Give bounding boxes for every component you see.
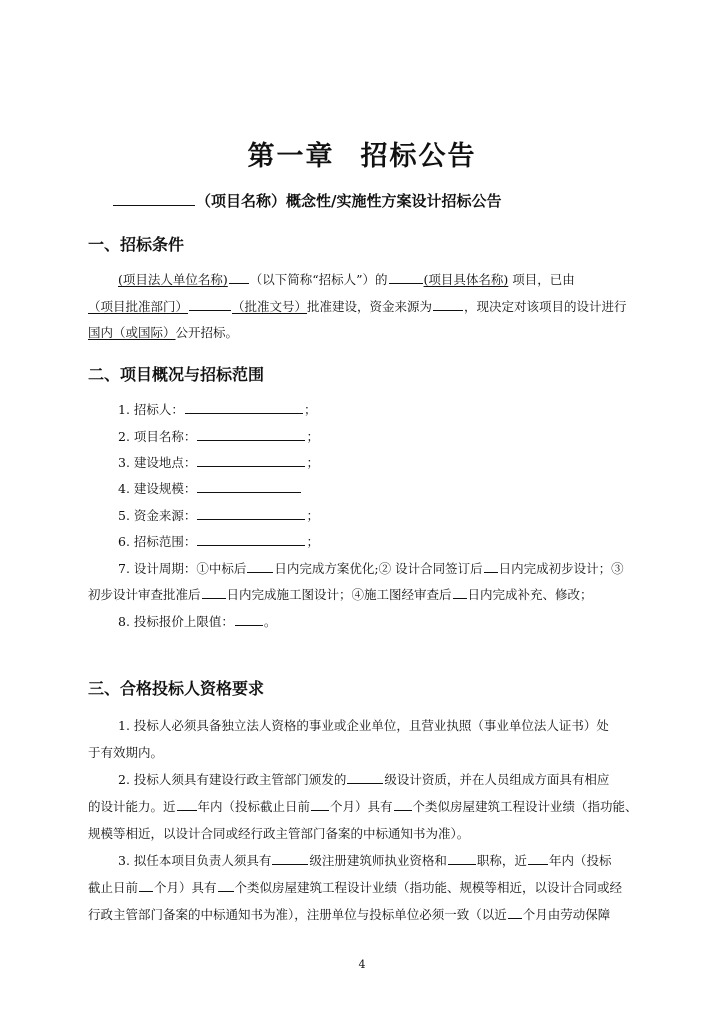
s1-line-3 — [88, 323, 238, 341]
approval-dept-placeholder: （项目批准部门） — [88, 299, 189, 314]
text: 2. 投标人须具有建设行政主管部门颁发的 — [118, 772, 347, 787]
text: 级注册建筑师执业资格和 — [309, 853, 447, 868]
text: 建设地点： — [133, 455, 197, 470]
approval-number-placeholder: （批准文号） — [232, 299, 308, 314]
project-name-blank — [113, 193, 195, 206]
s3-p3-line-2 — [88, 878, 622, 896]
text: ； — [306, 455, 319, 470]
chapter-title — [0, 134, 724, 173]
text: 。 — [263, 614, 277, 629]
text: ，现决定对该项目的设计进行 — [464, 299, 627, 314]
blank — [197, 454, 305, 467]
s2-item-8 — [118, 612, 276, 630]
text: 日内完成施工图设计；④施工图经审查后 — [226, 587, 452, 602]
blank — [197, 533, 305, 546]
s2-item-4 — [118, 479, 302, 497]
blank — [197, 480, 301, 493]
text: 个月）具有 — [154, 880, 217, 895]
page-number: 4 — [358, 958, 366, 971]
project-name-placeholder: (项目具体名称) — [423, 272, 509, 287]
blank — [528, 852, 548, 865]
subtitle-text: （项目名称）概念性/实施性方案设计招标公告 — [196, 192, 502, 210]
s3-p2-line-1 — [118, 770, 609, 788]
blank — [202, 586, 226, 599]
s3-p1-line-2: 于有效期内。 — [88, 745, 164, 760]
text: 项目名称： — [133, 429, 197, 444]
text: 个类似房屋建筑工程设计业绩（指功能、 — [412, 799, 638, 814]
s2-item-6 — [118, 532, 319, 550]
text: 6. — [118, 534, 130, 549]
s2-item-3 — [118, 453, 319, 471]
text: 1. — [118, 402, 130, 417]
blank — [247, 560, 273, 573]
text: 日内完成方案优化;② 设计合同签订后 — [274, 561, 483, 576]
blank — [484, 560, 498, 573]
text: 资金来源： — [133, 508, 197, 523]
chapter-name: 招标公告 — [360, 141, 477, 172]
text: 7. 设计周期：①中标后 — [118, 561, 247, 576]
text: 8. 投标报价上限值： — [118, 614, 234, 629]
blank — [394, 798, 412, 811]
text: ； — [306, 534, 319, 549]
s1-line-2 — [88, 297, 627, 315]
text: 个月由劳动保障 — [522, 907, 611, 922]
blank — [189, 298, 231, 311]
text: 4. — [118, 481, 130, 496]
text: 年内（投标 — [548, 853, 612, 868]
text: 5. — [118, 508, 130, 523]
blank — [197, 428, 305, 441]
text: ； — [306, 429, 319, 444]
s3-p2-line-3: 规模等相近，以设计合同或经行政主管部门备案的中标通知书为准）。 — [88, 826, 470, 841]
blank — [197, 507, 305, 520]
blank — [185, 401, 303, 414]
chapter-number: 第一章 — [247, 141, 335, 172]
s2-item-5 — [118, 506, 319, 524]
s2-item-2 — [118, 427, 319, 445]
text: 3. 拟任本项目负责人须具有 — [118, 853, 272, 868]
s3-p2-line-2 — [88, 797, 638, 815]
blank — [177, 798, 197, 811]
s2-item-7-line-1 — [118, 559, 624, 577]
blank — [229, 271, 249, 284]
text: 招标范围： — [133, 534, 197, 549]
text: 级设计资质，并在人员组成方面具有相应 — [384, 772, 610, 787]
text: 日内完成补充、修改； — [467, 587, 593, 602]
section-2-heading: 二、项目概况与招标范围 — [88, 365, 265, 384]
blank — [311, 798, 329, 811]
s1-line-1 — [118, 270, 575, 288]
text: 3. — [118, 455, 130, 470]
s2-item-7-line-2 — [88, 585, 593, 603]
blank — [448, 852, 476, 865]
blank — [453, 586, 467, 599]
section-1-heading: 一、招标条件 — [88, 235, 185, 254]
blank — [508, 906, 522, 919]
blank — [433, 298, 463, 311]
text: 初步设计审查批准后 — [88, 587, 201, 602]
text: 的设计能力。近 — [88, 799, 176, 814]
text: 2. — [118, 429, 130, 444]
section-3-heading: 三、合格投标人资格要求 — [88, 679, 265, 698]
s3-p3-line-1 — [118, 851, 611, 869]
text: 行政主管部门备案的中标通知书为准），注册单位与投标单位必须一致（以近 — [88, 907, 507, 922]
s2-item-1 — [118, 400, 316, 418]
text: 职称，近 — [476, 853, 527, 868]
blank — [389, 271, 423, 284]
blank — [218, 879, 234, 892]
text: ； — [303, 402, 317, 417]
s3-p1-line-1: 1. 投标人必须具备独立法人资格的事业或企业单位，且营业执照（事业单位法人证书）处 — [118, 718, 609, 733]
text: 公开招标。 — [175, 325, 239, 340]
blank — [235, 613, 263, 626]
text: 项目，已由 — [512, 272, 575, 287]
s3-p3-line-3 — [88, 905, 610, 923]
text: 截止日前 — [88, 880, 139, 895]
text: 建设规模： — [133, 481, 197, 496]
text: 个类似房屋建筑工程设计业绩（指功能、规模等相近，以设计合同或经 — [234, 880, 623, 895]
blank — [139, 879, 153, 892]
text: 日内完成初步设计；③ — [498, 561, 624, 576]
project-owner-placeholder: (项目法人单位名称) — [118, 272, 228, 287]
blank — [272, 852, 308, 865]
blank — [347, 771, 383, 784]
text: ； — [306, 508, 319, 523]
announcement-subtitle — [112, 190, 501, 211]
tender-scope-placeholder: 国内（或国际） — [88, 325, 176, 340]
text: 年内（投标截止日前 — [197, 799, 311, 814]
text: 招标人： — [133, 402, 184, 417]
text: 批准建设，资金来源为 — [307, 299, 433, 314]
text: 个月）具有 — [330, 799, 393, 814]
text: （以下简称“招标人”）的 — [249, 272, 388, 287]
